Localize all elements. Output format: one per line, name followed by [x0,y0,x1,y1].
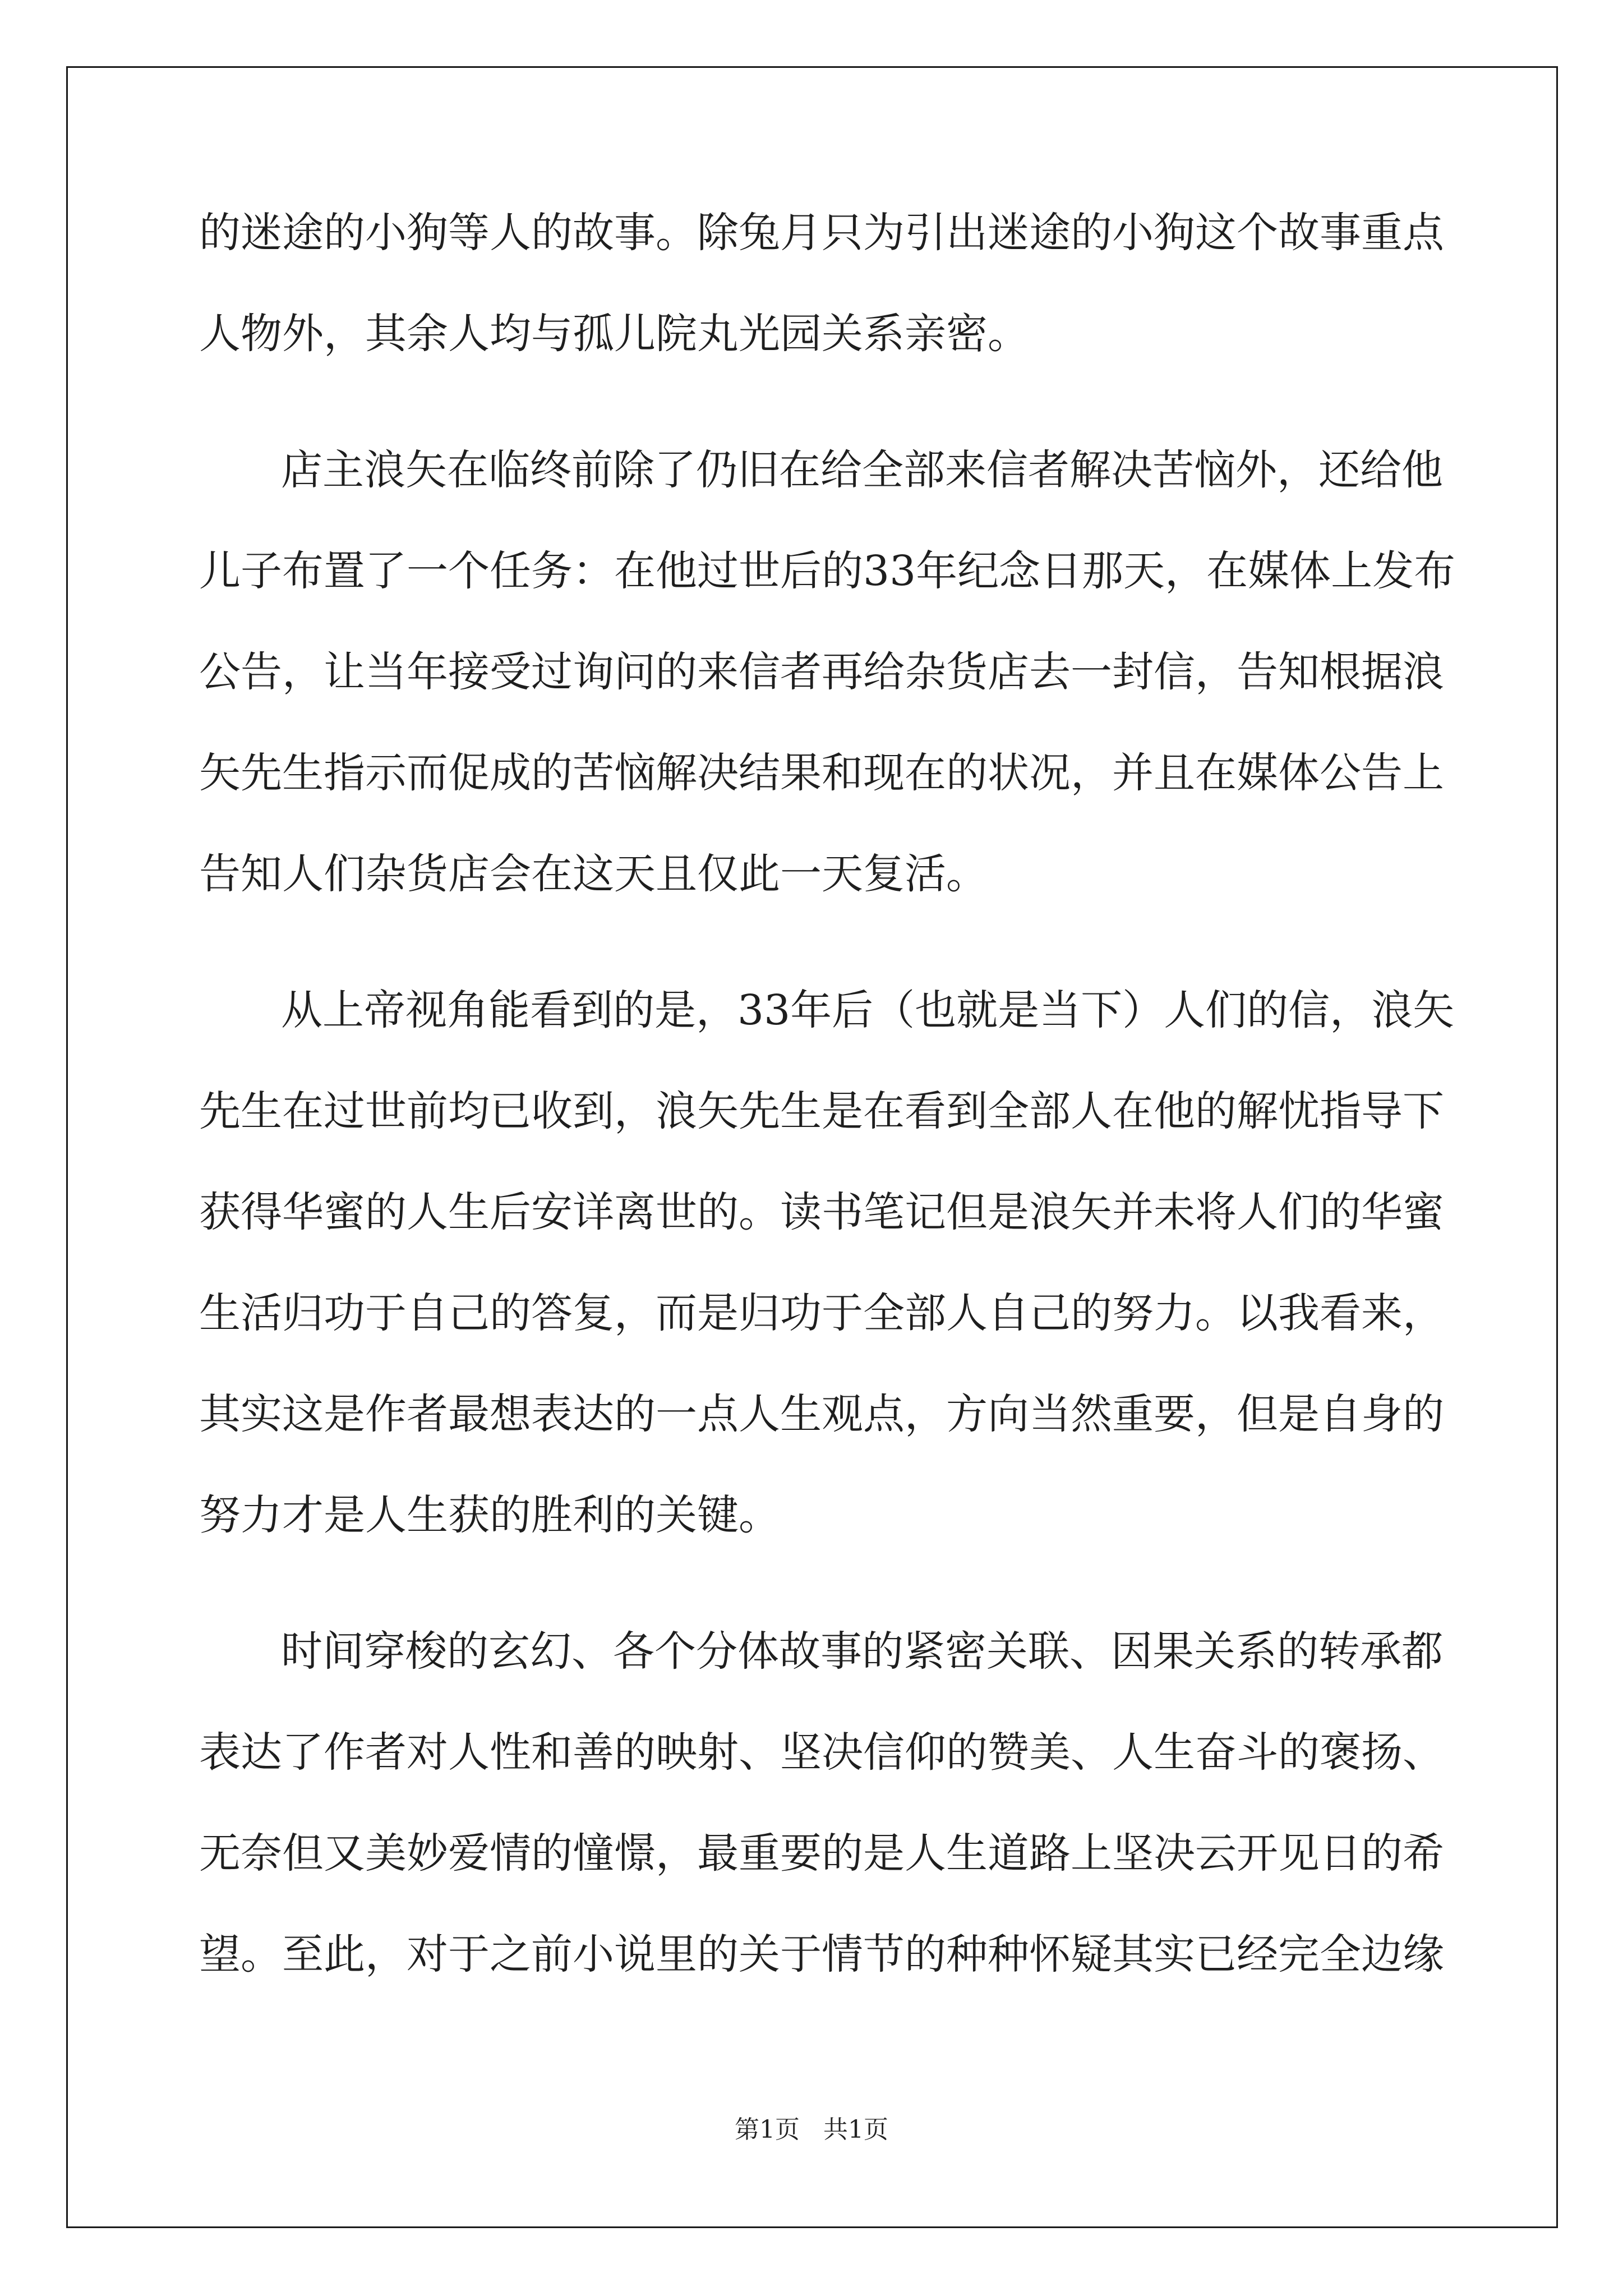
text-line: 望。至此，对于之前小说里的关于情节的种种怀疑其实已经完全边缘 [199,1930,1444,1978]
text-line: 矢先生指示而促成的苦恼解决结果和现在的状况，并且在媒体公告上 [199,749,1444,797]
text-line: 生活归功于自己的答复，而是归功于全部人自己的努力。以我看来， [199,1289,1444,1337]
text-line: 时间穿梭的玄幻、各个分体故事的紧密关联、因果关系的转承都 [281,1627,1443,1676]
text-line: 公告，让当年接受过询问的来信者再给杂货店去一封信，告知根据浪 [199,648,1444,696]
text-line: 的迷途的小狗等人的故事。除兔月只为引出迷途的小狗这个故事重点 [199,209,1444,257]
text-line: 店主浪矢在临终前除了仍旧在给全部来信者解决苦恼外，还给他 [281,446,1443,494]
text-line: 努力才是人生获的胜利的关键。 [199,1491,780,1539]
text-line: 获得华蜜的人生后安详离世的。读书笔记但是浪矢并未将人们的华蜜 [199,1188,1444,1236]
text-line: 先生在过世前均已收到，浪矢先生是在看到全部人在他的解忧指导下 [199,1087,1444,1135]
text-line: 从上帝视角能看到的是，33年后（也就是当下）人们的信，浪矢 [281,986,1455,1034]
text-line: 无奈但又美妙爱情的憧憬，最重要的是人生道路上坚决云开见日的希 [199,1829,1444,1878]
text-line: 表达了作者对人性和善的映射、坚决信仰的赞美、人生奋斗的褒扬、 [199,1728,1444,1777]
text-line: 人物外，其余人均与孤儿院丸光园关系亲密。 [199,310,1029,358]
text-line: 儿子布置了一个任务：在他过世后的33年纪念日那天，在媒体上发布 [199,547,1456,595]
text-line: 其实这是作者最想表达的一点人生观点，方向当然重要，但是自身的 [199,1390,1444,1438]
text-line: 告知人们杂货店会在这天且仅此一天复活。 [199,850,988,898]
page-footer: 第1页 共1页 [735,2115,888,2144]
